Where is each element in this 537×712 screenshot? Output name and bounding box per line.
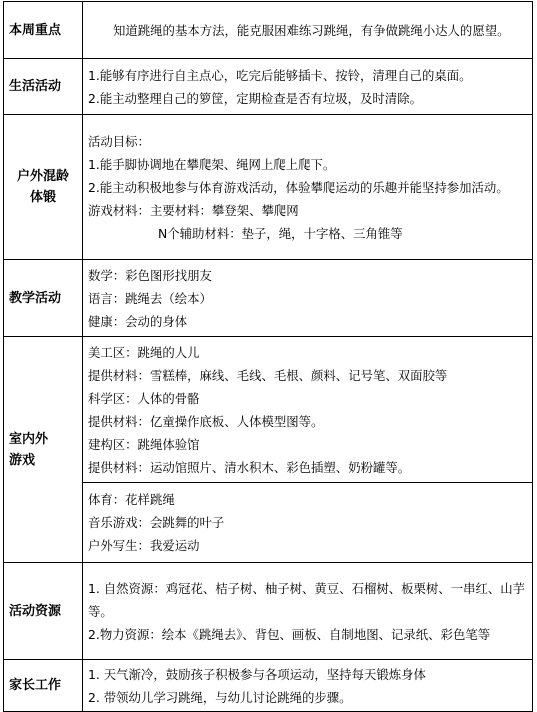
row-parent-work: [4, 660, 533, 712]
area-item: 建构区：跳绳体验馆: [88, 436, 200, 452]
goal-heading: 活动目标：: [88, 133, 150, 149]
label-weekly-focus: 本周重点: [4, 2, 83, 59]
row-teaching-activities: [4, 260, 533, 337]
goal-item: 1.能手脚协调地在攀爬架、绳网上爬上爬下。: [88, 156, 336, 172]
label-parent-work: 家长工作: [4, 660, 83, 712]
teaching-item: 数学：彩色图形找朋友: [88, 267, 212, 283]
teaching-activities-content: [83, 260, 533, 337]
label-activity-resources: 活动资源: [4, 563, 83, 660]
label-outdoor-exercise: [4, 115, 83, 260]
materials-main: 游戏材料：主要材料：攀登架、攀爬网: [88, 202, 299, 218]
row-indoor-outdoor-games-2: [4, 483, 533, 563]
label-line: 室内外: [9, 431, 49, 447]
parent-work-item: 1. 天气渐冷，鼓励孩子积极参与各项运动，坚持每天锻炼身体: [88, 666, 426, 682]
parent-work-item: 2. 带领幼儿学习跳绳，与幼儿讨论跳绳的步骤。: [88, 689, 352, 705]
life-activity-item: 1.能够有序进行自主点心，吃完后能够插卡、按铃，清理自己的桌面。: [88, 67, 472, 83]
row-outdoor-exercise: [4, 115, 533, 260]
label-indoor-outdoor-games: [4, 337, 83, 563]
row-activity-resources: [4, 563, 533, 660]
weekly-focus-text: 知道跳绳的基本方法，能克服困难练习跳绳，有争做跳绳小达人的愿望。: [113, 22, 510, 38]
weekly-plan-table: [3, 1, 533, 712]
weekly-focus-content: [83, 2, 533, 59]
activity-resources-content: [83, 563, 533, 660]
label-line: 游戏: [9, 452, 36, 468]
game-item: 音乐游戏：会跳舞的叶子: [88, 515, 225, 530]
life-activities-content: [83, 59, 533, 115]
outdoor-exercise-content: [83, 115, 533, 260]
area-materials: 提供材料：雪糕棒，麻线、毛线、毛根、颜料、记号笔、双面胶等: [88, 367, 448, 383]
other-games-content: [83, 483, 533, 563]
label-teaching-activities: 教学活动: [4, 260, 83, 337]
resource-item: 2.物力资源：绘本《跳绳去》、背包、画板、自制地图、记录纸、彩色笔等: [88, 626, 491, 642]
parent-work-content: [83, 660, 533, 712]
area-item: 美工区：跳绳的人儿: [88, 344, 200, 360]
area-item: 科学区：人体的骨骼: [88, 390, 200, 406]
teaching-item: 语言：跳绳去（绘本）: [88, 290, 212, 306]
materials-aux: N个辅助材料：垫子，绳，十字格、三角锥等: [158, 225, 403, 241]
area-games-content: [83, 337, 533, 483]
game-item: 体育：花样跳绳: [88, 492, 175, 507]
area-materials: 提供材料：运动馆照片、清水积木、彩色插塑、奶粉罐等。: [88, 459, 411, 475]
game-item: 户外写生：我爱运动: [88, 538, 200, 553]
area-materials: 提供材料：亿童操作底板、人体模型图等。: [88, 413, 324, 429]
label-line: 体锻: [29, 190, 56, 205]
row-weekly-focus: [4, 2, 533, 59]
label-life-activities: 生活活动: [4, 59, 83, 115]
teaching-item: 健康：会动的身体: [88, 313, 188, 329]
label-line: 户外混龄: [16, 169, 69, 184]
goal-item: 2.能主动积极地参与体育游戏活动，体验攀爬运动的乐趣并能坚持参加活动。: [88, 179, 509, 195]
row-life-activities: [4, 59, 533, 115]
life-activity-item: 2.能主动整理自己的箩筐，定期检查是否有垃圾，及时清除。: [88, 90, 422, 106]
row-indoor-outdoor-games: [4, 337, 533, 483]
resource-item: 1. 自然资源：鸡冠花、桔子树、柚子树、黄豆、石榴树、板栗树、一串红、山芋等。: [88, 580, 526, 619]
